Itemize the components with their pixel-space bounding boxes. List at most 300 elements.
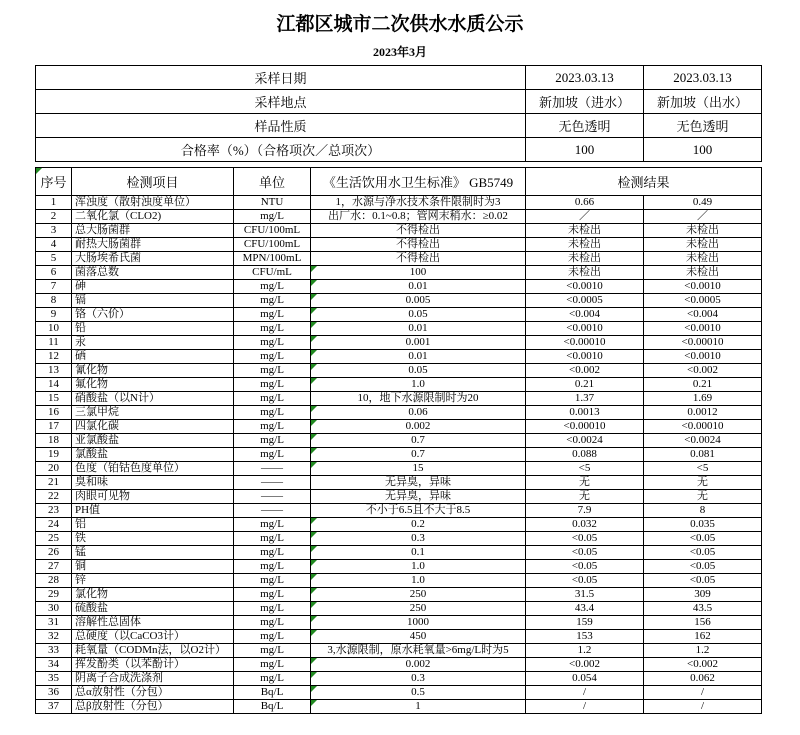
cell-no: 19	[36, 448, 72, 462]
table-row	[36, 308, 762, 322]
table-row	[36, 560, 762, 574]
table-row	[36, 490, 762, 504]
cell-item: 汞	[72, 336, 234, 350]
cell-item: PH值	[72, 504, 234, 518]
cell-no: 32	[36, 630, 72, 644]
cell-unit: mg/L	[234, 350, 311, 364]
cell-unit: mg/L	[234, 378, 311, 392]
cell-unit: mg/L	[234, 616, 311, 630]
cell-no: 9	[36, 308, 72, 322]
cell-item: 铅	[72, 322, 234, 336]
cell-standard: 1000	[311, 616, 526, 630]
info-value-inlet: 100	[526, 138, 644, 162]
cell-result-outlet: ／	[644, 210, 762, 224]
table-row	[36, 658, 762, 672]
cell-unit: mg/L	[234, 644, 311, 658]
cell-standard: 0.01	[311, 280, 526, 294]
cell-result-inlet: <0.0010	[526, 280, 644, 294]
cell-no: 37	[36, 700, 72, 714]
cell-result-outlet: 43.5	[644, 602, 762, 616]
cell-no: 26	[36, 546, 72, 560]
cell-unit: mg/L	[234, 672, 311, 686]
cell-item: 二氧化氯（CLO2)	[72, 210, 234, 224]
cell-standard: 250	[311, 588, 526, 602]
cell-item: 阴离子合成洗涤剂	[72, 672, 234, 686]
cell-result-inlet: /	[526, 700, 644, 714]
cell-standard: 1，水源与净水技术条件限制时为3	[311, 196, 526, 210]
cell-unit: mg/L	[234, 420, 311, 434]
cell-result-outlet: <0.002	[644, 364, 762, 378]
cell-result-outlet: <0.00010	[644, 336, 762, 350]
report-month: 2023年3月	[372, 45, 427, 59]
cell-unit: ——	[234, 490, 311, 504]
cell-item: 铬（六价）	[72, 308, 234, 322]
excel-flag-icon	[311, 434, 317, 440]
table-row	[36, 434, 762, 448]
results-header-row	[36, 168, 762, 196]
cell-no: 1	[36, 196, 72, 210]
info-value-inlet: 无色透明	[526, 114, 644, 138]
cell-result-outlet: 0.0012	[644, 406, 762, 420]
table-row	[36, 462, 762, 476]
cell-unit: Bq/L	[234, 686, 311, 700]
cell-unit: mg/L	[234, 336, 311, 350]
cell-result-inlet: 0.21	[526, 378, 644, 392]
info-value-inlet: 2023.03.13	[526, 66, 644, 90]
cell-item: 氯化物	[72, 588, 234, 602]
cell-unit: CFU/100mL	[234, 238, 311, 252]
cell-result-outlet: 156	[644, 616, 762, 630]
cell-result-outlet: 未检出	[644, 266, 762, 280]
excel-flag-icon	[311, 294, 317, 300]
cell-unit: mg/L	[234, 532, 311, 546]
cell-standard: 不小于6.5且不大于8.5	[311, 504, 526, 518]
cell-result-outlet: 0.035	[644, 518, 762, 532]
info-row	[36, 138, 762, 162]
excel-flag-icon	[311, 336, 317, 342]
col-header-result: 检测结果	[526, 168, 762, 196]
table-row	[36, 322, 762, 336]
cell-no: 20	[36, 462, 72, 476]
table-row	[36, 700, 762, 714]
cell-item: 铁	[72, 532, 234, 546]
cell-item: 铜	[72, 560, 234, 574]
cell-result-outlet: 1.69	[644, 392, 762, 406]
cell-no: 18	[36, 434, 72, 448]
cell-unit: mg/L	[234, 574, 311, 588]
cell-result-outlet: 未检出	[644, 224, 762, 238]
info-label: 采样地点	[36, 90, 526, 114]
cell-result-inlet: 159	[526, 616, 644, 630]
cell-standard: 出厂水：0.1~0.8；管网末稍水：≥0.02	[311, 210, 526, 224]
cell-result-outlet: <0.0010	[644, 322, 762, 336]
excel-flag-icon	[311, 658, 317, 664]
cell-no: 36	[36, 686, 72, 700]
cell-unit: CFU/mL	[234, 266, 311, 280]
cell-result-outlet: 162	[644, 630, 762, 644]
cell-standard: 1.0	[311, 378, 526, 392]
cell-result-outlet: <0.0024	[644, 434, 762, 448]
cell-result-inlet: 7.9	[526, 504, 644, 518]
table-row	[36, 350, 762, 364]
cell-standard: 0.3	[311, 672, 526, 686]
cell-item: 砷	[72, 280, 234, 294]
cell-item: 臭和味	[72, 476, 234, 490]
cell-result-outlet: <0.0005	[644, 294, 762, 308]
page-title: 江都区城市二次供水水质公示	[276, 14, 524, 35]
cell-standard: 1	[311, 700, 526, 714]
cell-item: 总大肠菌群	[72, 224, 234, 238]
cell-no: 3	[36, 224, 72, 238]
cell-unit: mg/L	[234, 658, 311, 672]
info-value-outlet: 2023.03.13	[644, 66, 762, 90]
excel-flag-icon	[311, 448, 317, 454]
cell-result-outlet: <0.00010	[644, 420, 762, 434]
cell-unit: mg/L	[234, 406, 311, 420]
cell-no: 25	[36, 532, 72, 546]
table-row	[36, 280, 762, 294]
cell-result-outlet: 无	[644, 476, 762, 490]
cell-standard: 0.7	[311, 434, 526, 448]
cell-no: 24	[36, 518, 72, 532]
cell-item: 锌	[72, 574, 234, 588]
table-row	[36, 238, 762, 252]
cell-standard: 不得检出	[311, 238, 526, 252]
table-row	[36, 518, 762, 532]
cell-no: 29	[36, 588, 72, 602]
table-row	[36, 406, 762, 420]
cell-no: 14	[36, 378, 72, 392]
cell-result-inlet: 无	[526, 476, 644, 490]
cell-unit: CFU/100mL	[234, 224, 311, 238]
table-row	[36, 336, 762, 350]
cell-unit: mg/L	[234, 518, 311, 532]
cell-result-inlet: 0.088	[526, 448, 644, 462]
excel-flag-icon	[311, 280, 317, 286]
cell-item: 铝	[72, 518, 234, 532]
cell-unit: mg/L	[234, 364, 311, 378]
cell-item: 浑浊度（散射浊度单位）	[72, 196, 234, 210]
excel-flag-icon	[311, 518, 317, 524]
cell-standard: 250	[311, 602, 526, 616]
cell-no: 12	[36, 350, 72, 364]
sample-info-table	[35, 65, 762, 162]
info-label: 合格率（%）（合格项次／总项次）	[36, 138, 526, 162]
cell-no: 27	[36, 560, 72, 574]
cell-item: 三氯甲烷	[72, 406, 234, 420]
excel-flag-icon	[311, 602, 317, 608]
info-label: 采样日期	[36, 66, 526, 90]
table-row	[36, 224, 762, 238]
table-row	[36, 644, 762, 658]
cell-result-inlet: 无	[526, 490, 644, 504]
table-row	[36, 602, 762, 616]
cell-unit: mg/L	[234, 392, 311, 406]
info-label: 样品性质	[36, 114, 526, 138]
cell-result-inlet: <0.05	[526, 560, 644, 574]
excel-flag-icon	[311, 588, 317, 594]
cell-unit: MPN/100mL	[234, 252, 311, 266]
cell-result-inlet: 未检出	[526, 224, 644, 238]
table-row	[36, 266, 762, 280]
cell-result-outlet: <0.05	[644, 532, 762, 546]
cell-result-outlet: 未检出	[644, 252, 762, 266]
cell-result-outlet: <0.004	[644, 308, 762, 322]
cell-no: 33	[36, 644, 72, 658]
cell-result-inlet: <0.002	[526, 658, 644, 672]
cell-no: 30	[36, 602, 72, 616]
cell-standard: 0.06	[311, 406, 526, 420]
table-row	[36, 364, 762, 378]
cell-result-inlet: <0.05	[526, 574, 644, 588]
cell-no: 31	[36, 616, 72, 630]
cell-result-inlet: <0.0024	[526, 434, 644, 448]
cell-standard: 不得检出	[311, 252, 526, 266]
cell-result-inlet: <0.05	[526, 532, 644, 546]
cell-result-outlet: /	[644, 700, 762, 714]
cell-unit: mg/L	[234, 322, 311, 336]
excel-flag-icon	[311, 462, 317, 468]
cell-standard: 0.3	[311, 532, 526, 546]
cell-result-outlet: <0.05	[644, 560, 762, 574]
table-row	[36, 546, 762, 560]
cell-result-outlet: /	[644, 686, 762, 700]
cell-no: 23	[36, 504, 72, 518]
cell-no: 7	[36, 280, 72, 294]
excel-flag-icon	[311, 574, 317, 580]
cell-item: 亚氯酸盐	[72, 434, 234, 448]
cell-result-outlet: <0.0010	[644, 350, 762, 364]
cell-unit: mg/L	[234, 308, 311, 322]
excel-flag-icon	[311, 532, 317, 538]
cell-standard: 0.01	[311, 322, 526, 336]
cell-standard: 无异臭，异味	[311, 490, 526, 504]
cell-result-inlet: <0.0010	[526, 322, 644, 336]
cell-item: 耐热大肠菌群	[72, 238, 234, 252]
table-row	[36, 588, 762, 602]
cell-unit: mg/L	[234, 210, 311, 224]
cell-standard: 450	[311, 630, 526, 644]
cell-no: 5	[36, 252, 72, 266]
cell-item: 硝酸盐（以N计）	[72, 392, 234, 406]
cell-result-outlet: <0.0010	[644, 280, 762, 294]
cell-result-inlet: <0.004	[526, 308, 644, 322]
info-row	[36, 90, 762, 114]
cell-standard: 0.002	[311, 658, 526, 672]
cell-result-inlet: 0.032	[526, 518, 644, 532]
cell-standard: 0.5	[311, 686, 526, 700]
cell-standard: 100	[311, 266, 526, 280]
cell-result-inlet: ／	[526, 210, 644, 224]
cell-standard: 0.05	[311, 308, 526, 322]
cell-item: 硫酸盐	[72, 602, 234, 616]
cell-result-outlet: <0.002	[644, 658, 762, 672]
cell-unit: ——	[234, 476, 311, 490]
cell-standard: 0.2	[311, 518, 526, 532]
excel-flag-icon	[311, 686, 317, 692]
cell-result-inlet: 1.2	[526, 644, 644, 658]
excel-flag-icon	[311, 308, 317, 314]
cell-standard: 不得检出	[311, 224, 526, 238]
excel-flag-icon	[311, 420, 317, 426]
cell-item: 菌落总数	[72, 266, 234, 280]
info-row	[36, 114, 762, 138]
table-row	[36, 630, 762, 644]
cell-no: 35	[36, 672, 72, 686]
cell-result-outlet: 8	[644, 504, 762, 518]
cell-result-inlet: 未检出	[526, 266, 644, 280]
cell-item: 氯酸盐	[72, 448, 234, 462]
excel-flag-icon	[311, 700, 317, 706]
excel-flag-icon	[311, 322, 317, 328]
cell-no: 11	[36, 336, 72, 350]
col-header-item: 检测项目	[72, 168, 234, 196]
cell-result-inlet: 31.5	[526, 588, 644, 602]
table-row	[36, 420, 762, 434]
table-row	[36, 252, 762, 266]
excel-flag-icon	[311, 616, 317, 622]
cell-result-inlet: <0.00010	[526, 420, 644, 434]
cell-result-outlet: 0.49	[644, 196, 762, 210]
cell-item: 硒	[72, 350, 234, 364]
cell-no: 17	[36, 420, 72, 434]
cell-item: 总α放射性（分包）	[72, 686, 234, 700]
cell-standard: 无异臭，异味	[311, 476, 526, 490]
cell-result-inlet: 0.66	[526, 196, 644, 210]
table-row	[36, 476, 762, 490]
cell-item: 色度（铂钴色度单位）	[72, 462, 234, 476]
cell-unit: mg/L	[234, 588, 311, 602]
excel-flag-icon	[311, 560, 317, 566]
col-header-unit: 单位	[234, 168, 311, 196]
cell-result-inlet: 153	[526, 630, 644, 644]
table-row	[36, 392, 762, 406]
cell-item: 镉	[72, 294, 234, 308]
cell-result-inlet: <0.05	[526, 546, 644, 560]
table-row	[36, 574, 762, 588]
water-quality-report	[0, 11, 800, 714]
info-value-outlet: 新加坡（出水）	[644, 90, 762, 114]
cell-standard: 15	[311, 462, 526, 476]
cell-standard: 1.0	[311, 574, 526, 588]
cell-standard: 0.001	[311, 336, 526, 350]
cell-item: 肉眼可见物	[72, 490, 234, 504]
table-row	[36, 672, 762, 686]
cell-result-outlet: 无	[644, 490, 762, 504]
table-row	[36, 686, 762, 700]
cell-unit: Bq/L	[234, 700, 311, 714]
cell-result-outlet: 0.21	[644, 378, 762, 392]
table-row	[36, 378, 762, 392]
cell-item: 总硬度（以CaCO3计）	[72, 630, 234, 644]
excel-flag-icon	[311, 378, 317, 384]
cell-no: 4	[36, 238, 72, 252]
cell-standard: 3,水源限制，原水耗氧量>6mg/L时为5	[311, 644, 526, 658]
cell-unit: mg/L	[234, 630, 311, 644]
cell-result-inlet: <0.0005	[526, 294, 644, 308]
cell-no: 28	[36, 574, 72, 588]
table-row	[36, 616, 762, 630]
cell-result-inlet: 1.37	[526, 392, 644, 406]
cell-unit: mg/L	[234, 280, 311, 294]
cell-no: 21	[36, 476, 72, 490]
cell-result-outlet: 0.062	[644, 672, 762, 686]
cell-standard: 0.1	[311, 546, 526, 560]
info-value-inlet: 新加坡（进水）	[526, 90, 644, 114]
excel-flag-icon	[311, 364, 317, 370]
cell-result-outlet: 1.2	[644, 644, 762, 658]
results-table	[35, 167, 762, 714]
cell-no: 6	[36, 266, 72, 280]
cell-no: 16	[36, 406, 72, 420]
cell-item: 总β放射性（分包）	[72, 700, 234, 714]
cell-unit: mg/L	[234, 602, 311, 616]
cell-standard: 0.002	[311, 420, 526, 434]
cell-standard: 0.7	[311, 448, 526, 462]
cell-standard: 0.005	[311, 294, 526, 308]
excel-flag-icon	[36, 168, 42, 174]
excel-flag-icon	[311, 546, 317, 552]
table-row	[36, 294, 762, 308]
cell-item: 耗氧量（CODMn法，以O2计）	[72, 644, 234, 658]
col-header-no: 序号	[36, 168, 72, 196]
cell-unit: mg/L	[234, 560, 311, 574]
cell-item: 氰化物	[72, 364, 234, 378]
cell-result-outlet: 309	[644, 588, 762, 602]
cell-no: 22	[36, 490, 72, 504]
cell-standard: 0.01	[311, 350, 526, 364]
cell-unit: ——	[234, 504, 311, 518]
cell-result-inlet: 未检出	[526, 252, 644, 266]
table-row	[36, 196, 762, 210]
cell-result-outlet: 未检出	[644, 238, 762, 252]
cell-item: 锰	[72, 546, 234, 560]
cell-item: 溶解性总固体	[72, 616, 234, 630]
info-value-outlet: 100	[644, 138, 762, 162]
cell-standard: 10，地下水源限制时为20	[311, 392, 526, 406]
excel-flag-icon	[311, 406, 317, 412]
cell-unit: NTU	[234, 196, 311, 210]
cell-unit: mg/L	[234, 434, 311, 448]
cell-no: 2	[36, 210, 72, 224]
cell-result-outlet: <0.05	[644, 546, 762, 560]
table-row	[36, 532, 762, 546]
excel-flag-icon	[311, 350, 317, 356]
cell-result-inlet: <0.00010	[526, 336, 644, 350]
cell-item: 大肠埃希氏菌	[72, 252, 234, 266]
info-row	[36, 66, 762, 90]
cell-result-outlet: <0.05	[644, 574, 762, 588]
cell-result-outlet: 0.081	[644, 448, 762, 462]
cell-standard: 1.0	[311, 560, 526, 574]
cell-no: 8	[36, 294, 72, 308]
cell-result-inlet: 0.0013	[526, 406, 644, 420]
info-value-outlet: 无色透明	[644, 114, 762, 138]
cell-no: 15	[36, 392, 72, 406]
table-row	[36, 210, 762, 224]
cell-result-inlet: <5	[526, 462, 644, 476]
cell-result-inlet: /	[526, 686, 644, 700]
cell-no: 13	[36, 364, 72, 378]
col-header-standard: 《生活饮用水卫生标准》 GB5749	[311, 168, 526, 196]
cell-result-outlet: <5	[644, 462, 762, 476]
cell-unit: ——	[234, 462, 311, 476]
cell-unit: mg/L	[234, 448, 311, 462]
cell-result-inlet: 未检出	[526, 238, 644, 252]
excel-flag-icon	[311, 266, 317, 272]
cell-item: 四氯化碳	[72, 420, 234, 434]
cell-result-inlet: <0.0010	[526, 350, 644, 364]
